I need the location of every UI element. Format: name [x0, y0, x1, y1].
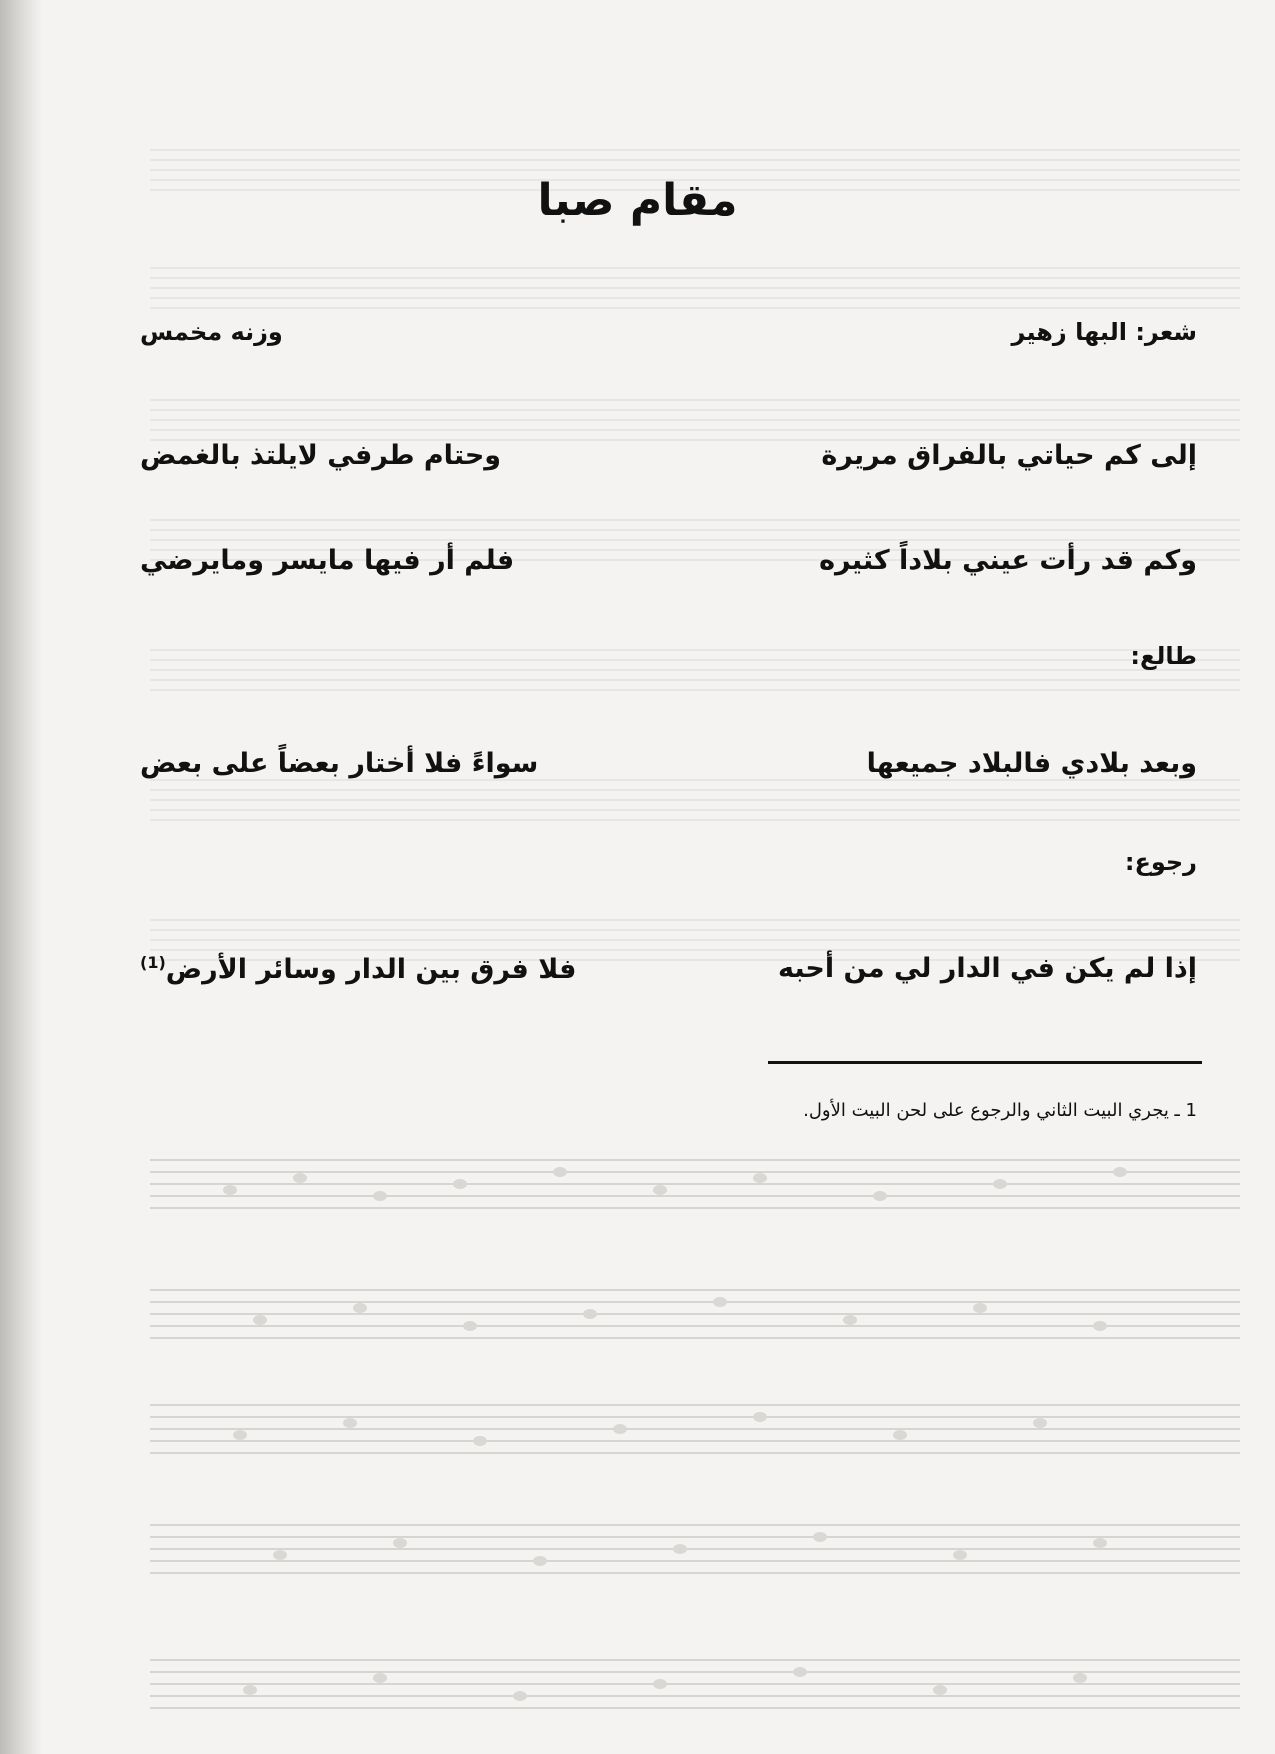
footnote-text: 1 ـ يجري البيت الثاني والرجوع على لحن البيت الأول.: [803, 1100, 1197, 1121]
verse-1-first-hemistich: إلى كم حياتي بالفراق مريرة: [821, 440, 1197, 471]
return-second-hemistich: [140, 953, 576, 985]
opening-second-hemistich: سواءً فلا أختار بعضاً على بعض: [140, 748, 539, 779]
return-section-label: رجوع:: [1124, 848, 1197, 876]
verse-1-second-hemistich: وحتام طرفي لايلتذ بالغمض: [140, 440, 502, 471]
meter-label: وزنه مخمس: [140, 318, 283, 346]
opening-first-hemistich: وبعد بلادي فالبلاد جميعها: [866, 748, 1197, 779]
return-second-text: فلا فرق بين الدار وسائر الأرض: [165, 954, 577, 985]
verse-2-second-hemistich: فلم أر فيها مايسر ومايرضي: [140, 545, 515, 576]
footnote-marker: (1): [140, 953, 166, 972]
footnote-rule: [768, 1061, 1202, 1064]
page-title: مقام صبا: [537, 175, 738, 226]
verse-2-first-hemistich: وكم قد رأت عيني بلاداً كثيره: [819, 545, 1197, 576]
opening-section-label: طالع:: [1130, 642, 1197, 670]
poet-attribution: شعر: البها زهير: [1011, 318, 1197, 346]
return-first-hemistich: إذا لم يكن في الدار لي من أحبه: [778, 953, 1197, 984]
